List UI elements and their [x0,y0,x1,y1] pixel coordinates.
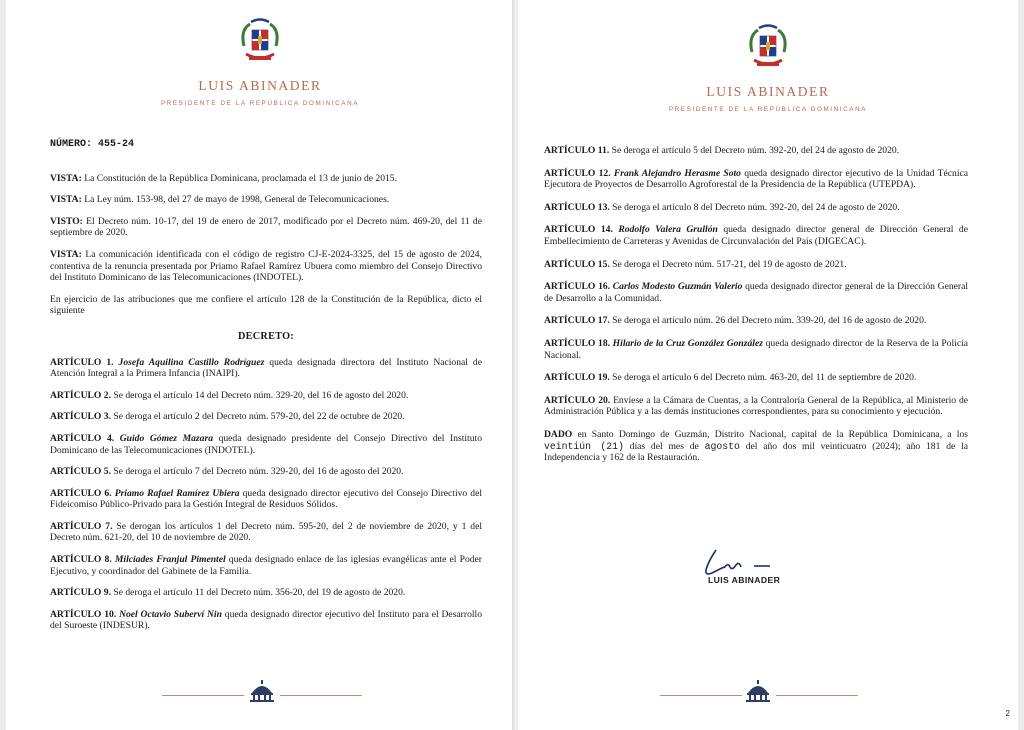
article-label: ARTÍCULO 20. [544,394,611,406]
article-text: queda designado director ejecutivo del Instituto para el Desarrollo del Suroeste (INDESUR). [50,608,483,632]
article-appointee: Rodolfo Valera Grullón [612,224,718,236]
president-title: PRESIDENTE DE LA REPÚBLICA DOMINICANA [160,100,360,107]
article-label: ARTÍCULO 10. [50,608,117,620]
article-appointee: Frank Alejandro Herasme Soto [610,167,741,179]
article-text: Se deroga el artículo 7 del Decreto núm. 329-20, del 16 de agosto del 2020. [110,466,404,478]
article [544,168,968,191]
article-label: ARTÍCULO 19. [544,372,610,384]
decreto-heading: DECRETO: [238,330,294,342]
article-text: queda designada directora del Instituto Nacional de Atención Integral a la Primera Infancia (INAIPI). [50,356,482,380]
article [544,372,968,384]
article-text: Se deroga el artículo 2 del Decreto núm. 579-20, del 22 de octubre de 2020. [110,411,405,423]
article-appointee: Josefa Aquilina Castillo Rodríguez [113,356,265,368]
article-appointee: Carlos Modesto Guzmán Valerio [610,281,743,293]
dado-day-words: veintiún [544,440,592,452]
article-label: ARTÍCULO 5. [50,466,111,478]
article [50,488,482,511]
coat-of-arms-icon [238,16,282,66]
article-appointee: Noel Octavio Suberví Nin [116,608,222,620]
dado-day-number: (21) [591,440,624,452]
article [544,395,968,418]
article-text: Se derogan los artículos 1 del Decreto núm. 595-20, del 2 de noviembre de 2020, y 1 del Decreto núm. 621-20, del 10 de noviembre de 2020. [50,520,483,544]
letterhead [518,22,1018,113]
president-name: LUIS ABINADER [706,84,830,99]
article-text: queda designado director general de la Dirección General de Desarrollo a la Comunidad. [544,281,969,304]
article [544,315,968,327]
vista-text: La comunicación identificada con el código de registro CJ-E-2024-3325, del 15 de agosto de 2024, contentiva de la renuncia presentada por Priamo Rafael Ramírez Ubuera como miembro del Consejo Directivo del Instituto Dominicano de las Telecomunicaciones (INDOTEL). [50,248,482,284]
vista-text: El Decreto núm. 10-17, del 19 de enero de 2017, modificado por el Decreto núm. 469-20, del 11 de septiembre de 2020. [50,215,482,239]
signer-name: LUIS ABINADER [708,575,781,585]
article-text: queda designado director ejecutivo de la Unidad Técnica Ejecutora de Proyectos de Desarrollo Agroforestal de la Presidencia de la República (UTEPDA). [544,167,969,191]
article [544,202,968,214]
vista-paragraph [50,194,482,206]
article-appointee: Priamo Rafael Ramírez Ubiera [111,487,240,499]
article-appointee: Hilario de la Cruz González González [610,337,763,349]
decree-body-right [544,145,968,474]
footer-rule [280,695,362,696]
article [50,609,482,632]
letterhead [6,16,514,107]
vista-text: La Ley núm. 153-98, del 27 de mayo de 1998, General de Telecomunicaciones. [81,194,390,206]
article-label: ARTÍCULO 2. [50,389,111,401]
decree-number-value: 455-24 [98,139,135,150]
article-text: Se deroga el artículo 8 del Decreto núm. 392-20, del 24 de agosto de 2020. [609,201,900,213]
article [50,411,482,423]
article-text: queda designado director ejecutivo del Consejo Directivo del Fideicomiso Público-Privado para la Gestión Integral de Residuos Sólidos. [50,487,483,511]
vista-label: VISTO: [50,215,83,227]
dado-text: del año dos mil veinticuatro (2024); año 181 de la Independencia y 162 de la Restauración. [544,440,968,464]
article-text: Se deroga el artículo 14 del Decreto núm. 329-20, del 16 de agosto del 2020. [110,389,409,401]
decree-body-left [50,139,482,642]
article-label: ARTÍCULO 17. [544,315,610,327]
article [50,390,482,402]
president-title: PRESIDENTE DE LA REPÚBLICA DOMINICANA [668,106,868,113]
vista-label: VISTA: [50,172,82,184]
article [544,145,968,157]
article-text: Se deroga el Decreto núm. 517-21, del 19 de agosto de 2021. [609,258,847,270]
dado-label: DADO [544,428,573,440]
page-number: 2 [1005,709,1010,718]
palace-dome-icon [248,679,276,703]
article-label: ARTÍCULO 9. [50,587,111,599]
footer-rule [776,695,858,696]
decree-number [50,139,482,151]
article-text: queda designado enlace de las iglesias evangélicas ante el Poder Ejecutivo, y coordinador del Gabinete de la Familia. [50,554,482,577]
dado-month: agosto [704,440,740,452]
article-label: ARTÍCULO 7. [50,520,113,532]
dado-paragraph [544,429,968,464]
article-appointee: Guido Gómez Mazara [114,432,213,444]
article-label: ARTÍCULO 11. [544,145,610,156]
article-label: ARTÍCULO 18. [544,337,611,349]
article [544,338,968,361]
vista-text: La Constitución de la República Dominicana, proclamada el 13 de junio de 2015. [81,172,397,184]
article-appointee: Milciades Franjul Pimentel [111,554,226,566]
dado-text: en Santo Domingo de Guzmán, Distrito Nacional, capital de la República Dominicana, a los [572,428,968,440]
article [50,587,482,599]
footer-ornament [518,679,1018,705]
article-label: ARTÍCULO 3. [50,411,111,423]
president-name: LUIS ABINADER [198,78,322,93]
article [544,281,968,304]
article-text: queda designado director general de Dirección General de Embellecimiento de Carreteras y Avenidas de Circunvalación del País (DIGECAC). [544,224,968,247]
article-label: ARTÍCULO 13. [544,201,610,213]
article-text: queda designado presidente del Consejo Directivo del Instituto Dominicano de las Telecomunicaciones (INDOTEL). [50,432,482,456]
article-text: Envíese a la Cámara de Cuentas, a la Contraloría General de la República, al Ministerio de Administración Pública y a las demás instituciones correspondientes, para su conocimiento y ejecución. [544,394,968,418]
article [50,433,482,456]
coat-of-arms-icon [746,22,790,72]
article [50,554,482,577]
vista-paragraph [50,249,482,284]
article-label: ARTÍCULO 8. [50,554,112,566]
footer-ornament [6,679,514,705]
vista-paragraph [50,173,482,185]
article-label: ARTÍCULO 15. [544,258,610,270]
article-label: ARTÍCULO 16. [544,281,611,293]
article-text: Se deroga el artículo 11 del Decreto núm. 356-20, del 19 de agosto de 2020. [110,587,406,599]
article-label: ARTÍCULO 1. [50,356,114,368]
decree-number-label: NÚMERO: [50,139,93,150]
article-text: queda designado director de la Reserva de la Policía Nacional. [544,337,968,361]
vista-label: VISTA: [50,248,82,260]
article-text: Se deroga el artículo núm. 26 del Decreto núm. 339-20, del 16 de agosto de 2020. [609,315,927,327]
article [50,521,482,544]
document-page-left [6,0,514,730]
article [544,224,968,247]
article [50,466,482,478]
vista-paragraph [50,216,482,239]
footer-rule [162,695,244,696]
article-label: ARTÍCULO 4. [50,432,115,444]
vista-label: VISTA: [50,194,82,206]
article-label: ARTÍCULO 6. [50,487,112,499]
dado-text: días del mes de [623,440,705,452]
palace-dome-icon [744,679,772,703]
footer-rule [660,695,742,696]
article-label: ARTÍCULO 14. [544,224,613,236]
article-text: Se deroga el artículo 6 del Decreto núm. 463-20, del 11 de septiembre de 2020. [609,372,917,384]
document-page-right [518,0,1018,730]
article-label: ARTÍCULO 12. [544,167,611,179]
preamble: En ejercicio de las atribuciones que me confiere el artículo 128 de la Constitución de la República, dicto el siguiente [50,293,482,317]
article-text: Se deroga el artículo 5 del Decreto núm. 392-20, del 24 de agosto de 2020. [609,145,900,156]
article [544,259,968,271]
article [50,357,482,380]
